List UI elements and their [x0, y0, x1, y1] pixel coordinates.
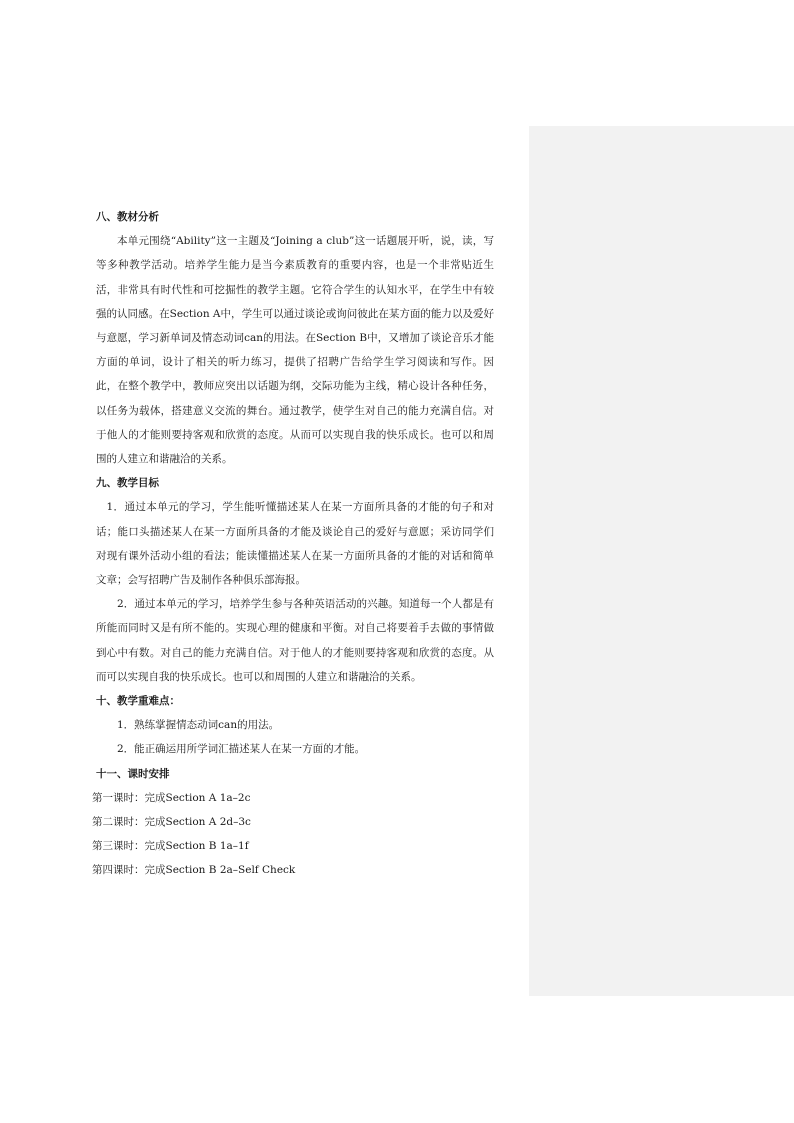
- section-heading-lesson-schedule: 十一、课时安排: [96, 767, 170, 780]
- lesson-schedule-item-3: 第三课时：完成Section B 1a–1f: [92, 840, 249, 853]
- key-point-1: 1．熟练掌握情态动词can的用法。: [117, 719, 280, 732]
- section-heading-teaching-material-analysis: 八、教材分析: [96, 211, 159, 223]
- teaching-objective-2: 2．通过本单元的学习，培养学生参与各种英语活动的兴趣。知道每一个人都是有所能而同时又是有所不能的。实现心理的健康和平衡。对自己将要着手去做的事情做到心中有数。对自己的能力充满自信。对于他人的才能则要持客观和欣赏的态度。从而可以实现自我的快乐成长。也可以和周围的人建立和谐融洽的关系。: [96, 598, 494, 683]
- section-heading-key-points: 十、教学重难点：: [96, 695, 180, 708]
- lesson-schedule-item-1: 第一课时：完成Section A 1a–2c: [92, 791, 251, 804]
- document-body: [92, 205, 494, 883]
- section-heading-teaching-objectives: 九、教学目标: [96, 477, 159, 490]
- teaching-objective-1: 1．通过本单元的学习，学生能听懂描述某人在某一方面所具备的才能的句子和对话；能口头描述某人在某一方面所具备的才能及谈论自己的爱好与意愿；采访同学们对现有课外活动小组的看法；能读懂描述某人在某一方面所具备的才能的对话和简单文章；会写招聘广告及制作各种俱乐部海报。: [96, 501, 494, 587]
- lesson-schedule-item-2: 第二课时：完成Section A 2d–3c: [92, 816, 251, 829]
- teaching-material-analysis-paragraph: 本单元围绕“Ability”这一主题及“Joining a club”这一话题展开听，说，读，写等多种教学活动。培养学生能力是当今素质教育的重要内容，也是一个非常贴近生活，非常具有时代性和可挖掘性的教学主题。它符合学生的认知水平，在学生中有较强的认同感。在Section A中，学生可以通过谈论或询问彼此在某方面的能力以及爱好与意愿，学习新单词及情态动词can的用法。在Section B中，又增加了谈论音乐才能方面的单词，设计了相关的听力练习，提供了招聘广告给学生学习阅读和写作。因此，在整个教学中，教师应突出以话题为纲，交际功能为主线，精心设计各种任务，以任务为载体，搭建意义交流的舞台。通过教学，使学生对自己的能力充满自信。对于他人的才能则要持客观和欣赏的态度。从而可以实现自我的快乐成长。也可以和周围的人建立和谐融洽的关系。: [96, 235, 494, 466]
- lesson-schedule-item-4: 第四课时：完成Section B 2a–Self Check: [92, 864, 296, 877]
- key-point-2: 2．能正确运用所学词汇描述某人在某一方面的才能。: [117, 743, 366, 756]
- comment-pane: [529, 126, 794, 996]
